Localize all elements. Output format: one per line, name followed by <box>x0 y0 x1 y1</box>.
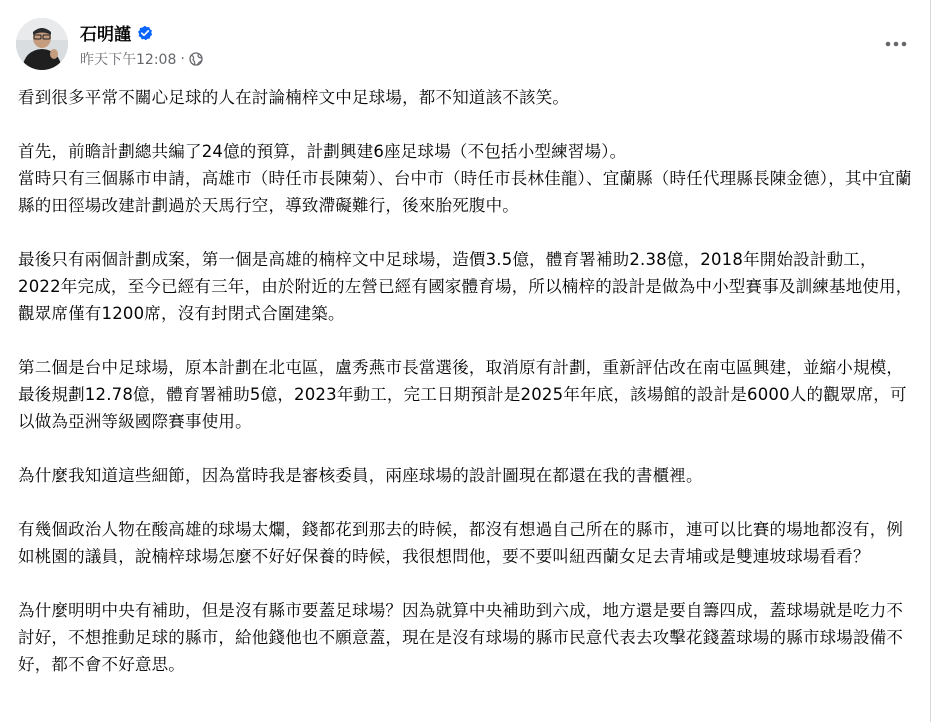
globe-icon[interactable] <box>189 52 203 66</box>
verified-badge-icon <box>137 25 153 41</box>
post-paragraph: 為什麼我知道這些細節，因為當時我是審核委員，兩座球場的設計圖現在都還在我的書櫃裡。 <box>18 466 703 485</box>
post-paragraph: 有幾個政治人物在酸高雄的球場太爛，錢都花到那去的時候，都沒有想過自己所在的縣市，連可以比賽的場地都沒有，例如桃園的議員，說楠梓球場怎麼不好好保養的時候，我很想問他，要不要叫紐西蘭女足去青埔或是雙連坡球場看看？ <box>18 520 904 566</box>
more-options-button[interactable] <box>878 26 914 62</box>
post-meta <box>80 49 203 69</box>
author-line <box>80 20 153 45</box>
post-paragraph: 首先，前瞻計劃總共編了24億的預算，計劃興建6座足球場（不包括小型練習場）。 當時只有三個縣市申請，高雄市（時任市長陳菊）、台中市（時任市長林佳龍）、宜蘭縣（時任代理縣長陳金德），其中宜蘭縣的田徑場改建計劃過於天馬行空，導致滯礙難行，後來胎死腹中。 <box>18 142 912 215</box>
avatar-photo <box>16 18 68 70</box>
post-paragraph: 為什麼明明中央有補助，但是沒有縣市要蓋足球場？因為就算中央補助到六成，地方還是要自籌四成，蓋球場就是吃力不討好，不想推動足球的縣市，給他錢他也不願意蓋，現在是沒有球場的縣市民意代表去攻擊花錢蓋球場的縣市球場設備不好，都不會不好意思。 <box>18 601 904 674</box>
post-text <box>18 84 918 705</box>
post-paragraph: 最後只有兩個計劃成案，第一個是高雄的楠梓文中足球場，造價3.5億，體育署補助2.38億，2018年開始設計動工，2022年完成，至今已經有三年，由於附近的左營已經有國家體育場，所以楠梓的設計是做為中小型賽事及訓練基地使用，觀眾席僅有1200席，沒有封閉式合圍建築。 <box>18 250 913 323</box>
post-header <box>16 16 914 76</box>
author-name[interactable]: 石明謹 <box>80 25 131 45</box>
more-options-icon <box>884 41 908 47</box>
post-paragraph: 第二個是台中足球場，原本計劃在北屯區，盧秀燕市長當選後，取消原有計劃，重新評估改在南屯區興建，並縮小規模，最後規劃12.78億，體育署補助5億，2023年動工，完工日期預計是2025年年底，該場館的設計是6000人的觀眾席，可以做為亞洲等級國際賽事使用。 <box>18 358 907 431</box>
author-avatar[interactable] <box>16 18 68 70</box>
meta-separator: · <box>180 51 185 67</box>
post-timestamp[interactable]: 昨天下午12:08 <box>80 52 177 68</box>
post-paragraph: 看到很多平常不關心足球的人在討論楠梓文中足球場，都不知道該不該笑。 <box>18 88 570 107</box>
